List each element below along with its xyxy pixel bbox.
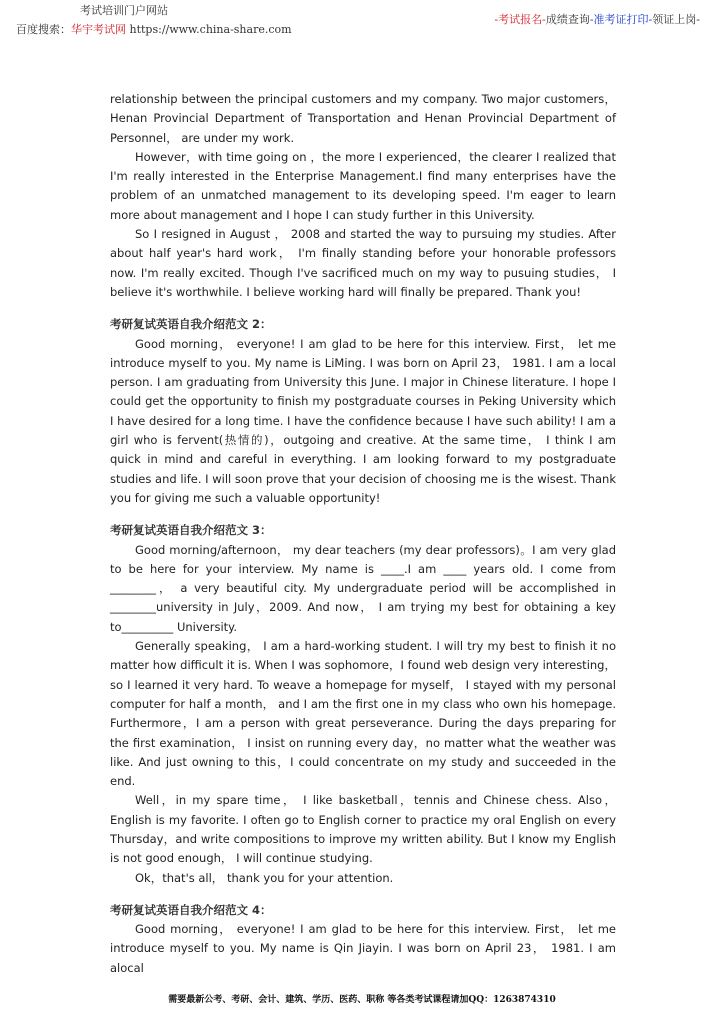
paragraph: However，with time going on ，the more I experienced，the clearer I realized that I'm really interested in the Enterprise Management.I find many enterprises have the problem of an unmatched management to its developing speed. I'm eager to learn more about management and I hope I can study further in this University. [110, 149, 616, 222]
paragraph: Well，in my spare time， I like basketball，tennis and Chinese chess. Also， English is my favorite. I often go to English corner to practice my oral English on every Thursday，and write compositions to improve my written ability. But I know my English is not good enough， I will continue studying. [110, 793, 616, 866]
paragraph: Good morning， everyone! I am glad to be here for this interview. First， let me introduce myself to you. My name is LiMing. I was born on April 23， 1981. I am a local person. I am graduating from University this June. I major in Chinese literature. I hope I could get the opportunity to finish my postgraduate courses in Peking University which I have desired for a long time. I have the confidence because I have such ability! I am a girl who is fervent(热情的)，outgoing and creative. At the same time， I think I am quick in mind and careful in everything. I am looking forward to my postgraduate studies and life. I will soon prove that your decision of choosing me is the wisest. Thank you for giving me such a valuable opportunity! [110, 336, 616, 505]
link-admission-ticket[interactable]: -准考证打印- [589, 13, 653, 26]
search-prefix: 百度搜索： [16, 23, 71, 36]
header-site-name: 考试培训门户网站 [80, 4, 168, 17]
link-score-query[interactable]: 成绩查询 [545, 13, 590, 26]
link-exam-registration[interactable]: -考试报名- [494, 13, 546, 26]
header-search-line [16, 21, 292, 37]
footer-note: 需要最新公考、考研、会计、建筑、学历、医药、职称 等各类考试课程请加QQ：1263874310 [168, 995, 556, 1005]
section-heading-2: 考研复试英语自我介绍范文 2： [110, 317, 272, 332]
section-heading-3: 考研复试英语自我介绍范文 3： [110, 523, 272, 538]
document-body [110, 90, 616, 978]
paragraph: So I resigned in August ， 2008 and started the way to pursuing my studies. After about half year's hard work， I'm finally standing before your honorable professors now. I'm really excited. Though I've sacrificed much on my way to pusuing studies， I believe it's worthwhile. I believe working hard will finally be prepared. Thank you! [110, 227, 616, 299]
header-links [494, 11, 700, 27]
paragraph: Ok，that's all， thank you for your attention. [135, 870, 394, 885]
paragraph: Generally speaking， I am a hard-working student. I will try my best to finish it no matter how difficult it is. When I was sophomore，I found web design very interesting， so I learned it very hard. To weave a homepage for myself， I stayed with my personal computer for half a month， and I am the first one in my class who own his homepage. Furthermore，I am a person with great perseverance. During the days preparing for the first examination， I insist on running every day，no matter what the weather was like. And just owning to this，I could concentrate on my study and succeeded in the end. [110, 639, 616, 789]
section-heading-4: 考研复试英语自我介绍范文 4： [110, 902, 272, 917]
link-certificate[interactable]: 领证上岗- [652, 13, 700, 26]
search-brand-link[interactable]: 华宇考试网 [71, 23, 126, 36]
paragraph: Good morning/afternoon， my dear teachers (my dear professors)。I am very glad to be here for your interview. My name is ____.I am ____ years old. I come from ________， a very beautiful city. My undergraduate period will be accomplished in ________university in July，2009. And now， I am trying my best for obtaining a key to_________ University. [110, 542, 616, 634]
paragraph: Good morning， everyone! I am glad to be here for this interview. First， let me introduce myself to you. My name is Qin Jiayin. I was born on April 23， 1981. I am alocal [110, 922, 616, 975]
search-url[interactable]: https://www.china-share.com [126, 23, 292, 36]
paragraph: relationship between the principal customers and my company. Two major customers，Henan Provincial Department of Transportation and Henan Provincial Department of Personnel， are under my work. [110, 92, 616, 145]
